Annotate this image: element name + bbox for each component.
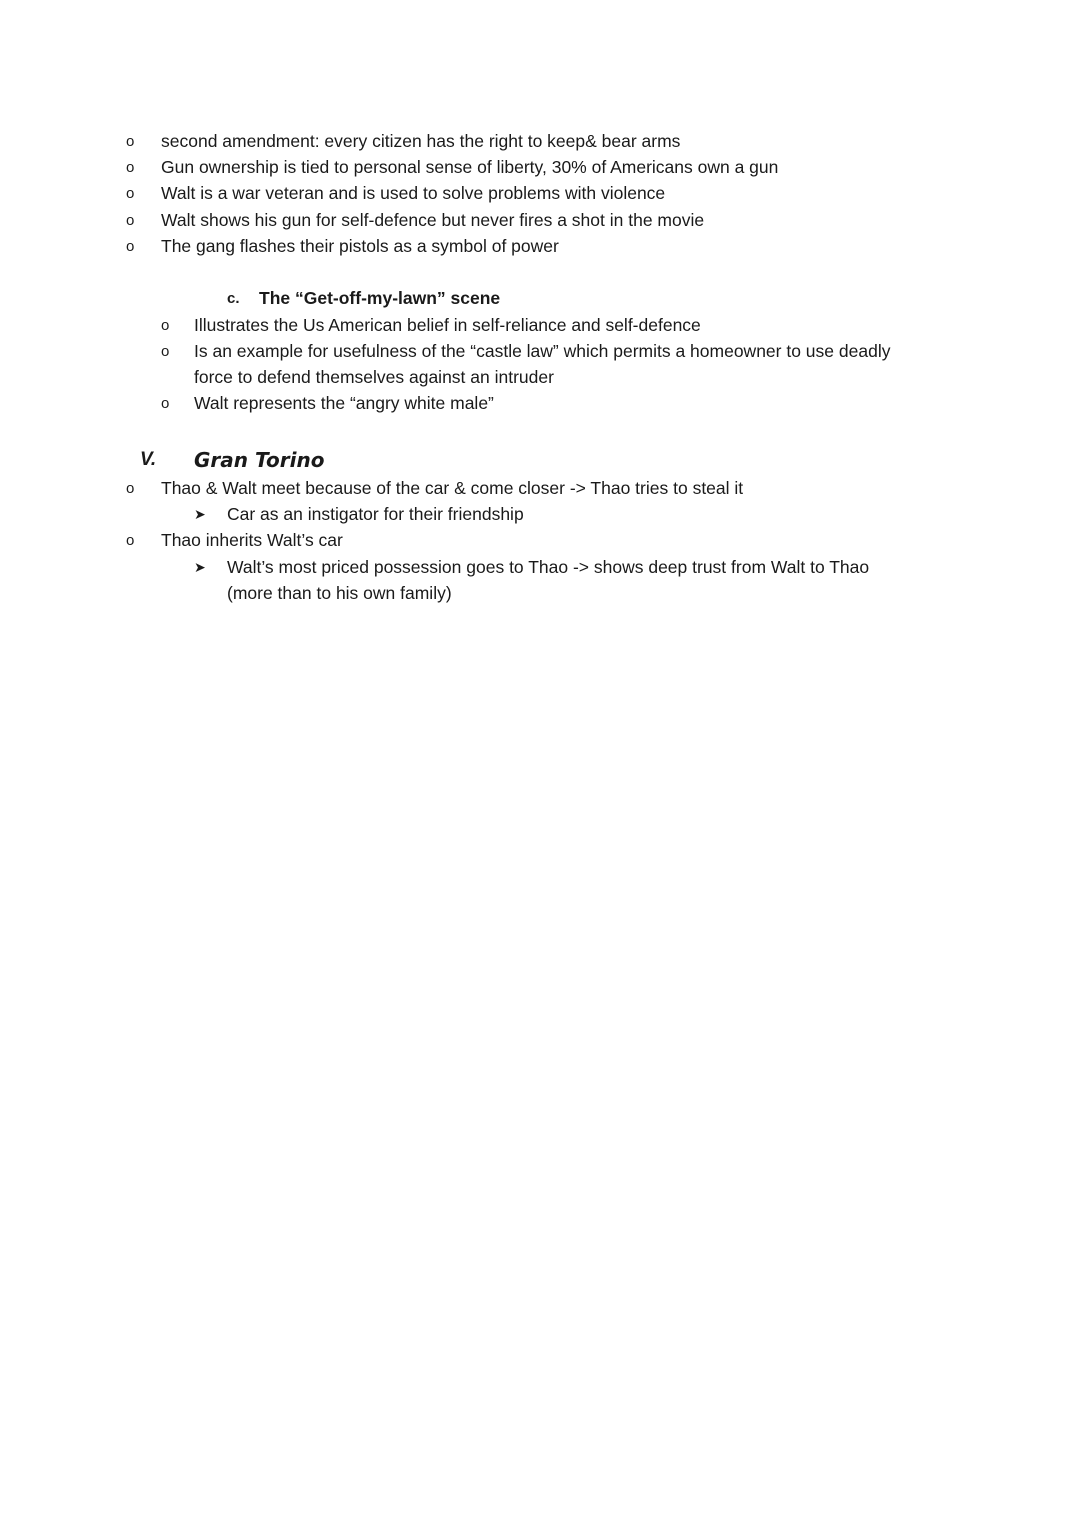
- arrow-bullet-icon: ➤: [194, 559, 206, 575]
- bullet-marker: o: [126, 185, 135, 202]
- subsection-title: The “Get-off-my-lawn” scene: [259, 288, 501, 308]
- bullet-marker: o: [126, 480, 135, 497]
- section-title: Gran Torino: [194, 448, 325, 472]
- list-item: Thao & Walt meet because of the car & come closer -> Thao tries to steal it: [161, 478, 744, 498]
- bullet-marker: o: [126, 133, 135, 150]
- sub-list-item: Car as an instigator for their friendship: [227, 504, 524, 524]
- bullet-marker: o: [126, 238, 135, 255]
- bullet-marker: o: [126, 159, 135, 176]
- bullet-marker: o: [161, 317, 170, 334]
- bullet-marker: o: [161, 343, 170, 360]
- sub-list-item-continuation: (more than to his own family): [227, 583, 452, 603]
- subsection-letter: c.: [227, 290, 240, 307]
- list-item: Walt represents the “angry white male”: [194, 393, 494, 413]
- bullet-marker: o: [126, 532, 135, 549]
- bullet-marker: o: [161, 395, 170, 412]
- list-item: Thao inherits Walt’s car: [161, 530, 343, 550]
- list-item: Gun ownership is tied to personal sense of liberty, 30% of Americans own a gun: [161, 157, 779, 177]
- list-item: Walt is a war veteran and is used to solve problems with violence: [161, 183, 666, 203]
- list-item: The gang flashes their pistols as a symbol of power: [161, 236, 559, 256]
- sub-list-item: Walt’s most priced possession goes to Thao -> shows deep trust from Walt to Thao: [227, 557, 870, 577]
- list-item: Walt shows his gun for self-defence but never fires a shot in the movie: [161, 210, 705, 230]
- list-item: second amendment: every citizen has the right to keep& bear arms: [161, 131, 681, 151]
- list-item: Is an example for usefulness of the “castle law” which permits a homeowner to use deadly: [194, 341, 891, 361]
- bullet-marker: o: [126, 212, 135, 229]
- list-item-continuation: force to defend themselves against an intruder: [194, 367, 554, 387]
- section-number: V.: [140, 449, 157, 470]
- list-item: Illustrates the Us American belief in self-reliance and self-defence: [194, 315, 701, 335]
- arrow-bullet-icon: ➤: [194, 506, 206, 522]
